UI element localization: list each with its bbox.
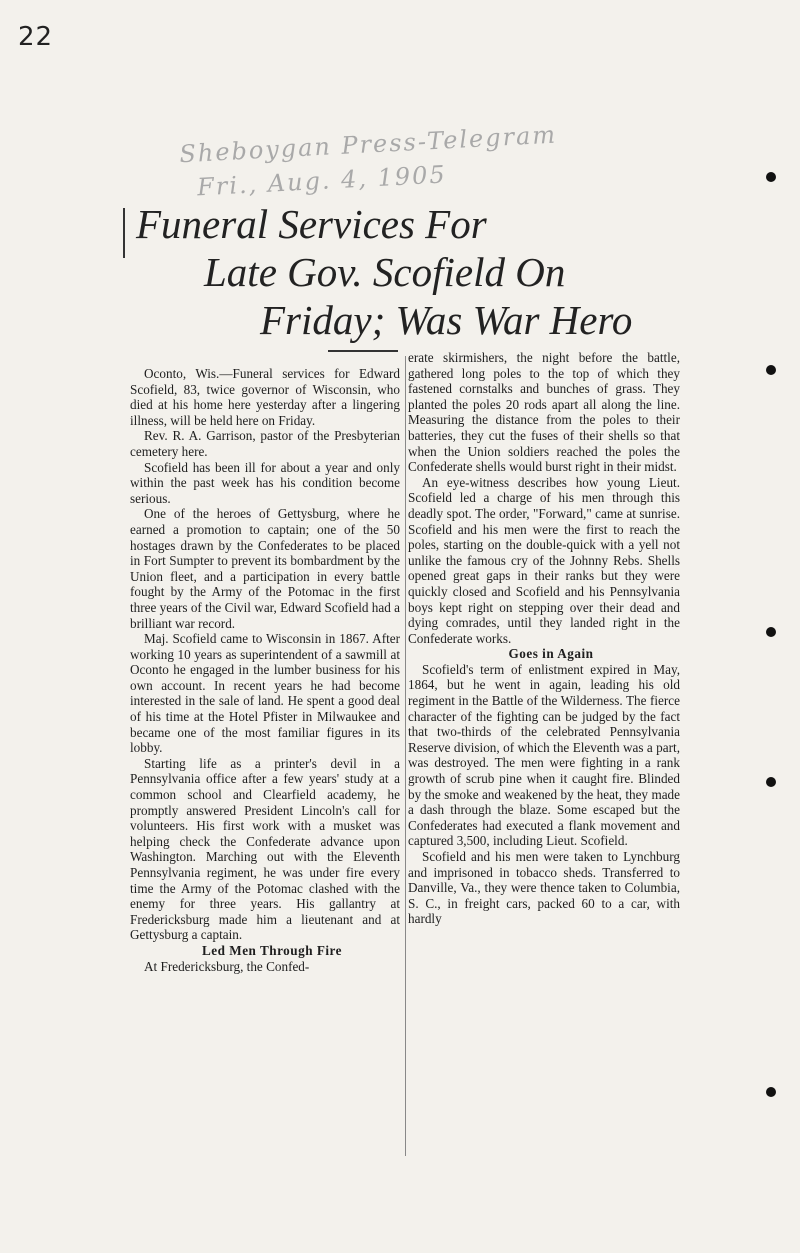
subheading: Led Men Through Fire xyxy=(201,942,343,958)
binder-hole xyxy=(766,777,776,787)
paragraph: Oconto, Wis.—Funeral services for Edward Scofield, 83, twice governor of Wisconsin, who died at his home here yesterday after a lingering illness, will be held here on Friday. xyxy=(130,366,400,428)
headline-line-1: Funeral Services For xyxy=(136,201,487,247)
paragraph: Scofield's term of enlistment expired in May, 1864, but he went in again, leading his old regiment in the Battle of the Wilderness. The fierce character of the fighting can be judged by the fact that two-thirds of the celebrated Pennsylvania Reserve division, of which the Eleventh was a part, was destroyed. The men were fighting in a rank growth of scrub pine when it caught fire. Blinded by the smoke and weakened by the heat, they made a dash through the blaze. Some escaped but the Confederates had executed a flank movement and captured 3,500, including Lieut. Scofield. xyxy=(408,661,680,849)
paragraph: Starting life as a printer's devil in a Pennsylvania office after a few years' study at a common school and Clearfield academy, he promptly answered President Lincoln's call for volunteers. His first work with a musket was helping check the Confederate advance upon Washington. Marching out with the Eleventh Pennsylvania regiment, he was under fire every time the Army of the Potomac clashed with the enemy for three years. His gallantry at Fredericksburg made him a lieutenant and at Gettysburg a captain. xyxy=(130,755,400,943)
paragraph: Maj. Scofield came to Wisconsin in 1867. After working 10 years as superintendent of a sawmill at Oconto he engaged in the lumber business for his own account. In recent years he had become interested in the sale of land. He spent a good deal of his time at the Hotel Pfister in Milwaukee and became one of the most familiar figures in its lobby. xyxy=(130,631,400,756)
headline xyxy=(120,200,680,344)
paragraph: An eye-witness describes how young Lieut. Scofield led a charge of his men through this deadly spot. The order, "Forward," came at sunrise. Scofield and his men were the first to reach the poles, starting on the double-quick with a yell not unlike the famous cry of the Johnny Rebs. Shells opened great gaps in their ranks but they were quickly closed and Scofield and his Pennsylvania boys kept right on stepping over their dead and dying comrades, until they landed right in the Confederate works. xyxy=(408,474,680,646)
article-column-right xyxy=(408,350,680,927)
paragraph: Scofield and his men were taken to Lynchburg and imprisoned in tobacco sheds. Transferred to Danville, Va., they were thence taken to Columbia, S. C., in freight cars, packed 60 to a car, with hardly xyxy=(408,849,680,927)
page-number: 22 xyxy=(18,22,54,52)
handwritten-source-note xyxy=(179,116,652,203)
handwritten-line-1: Sheboygan Press-Telegram xyxy=(178,120,558,169)
column-rule xyxy=(405,356,406,1156)
article-column-left xyxy=(130,366,400,974)
binder-hole xyxy=(766,627,776,637)
binder-hole xyxy=(766,1087,776,1097)
subheading: Goes in Again xyxy=(508,646,594,662)
paragraph: Rev. R. A. Garrison, pastor of the Presbyterian cemetery here. xyxy=(130,428,400,459)
headline-line-2: Late Gov. Scofield On xyxy=(204,249,566,295)
binder-hole xyxy=(766,172,776,182)
headline-rule xyxy=(328,350,398,352)
headline-line-3: Friday; Was War Hero xyxy=(260,297,633,343)
paragraph: One of the heroes of Gettysburg, where he earned a promotion to captain; one of the 50 hostages drawn by the Confederates to be placed in Fort Sumpter to prevent its bombardment by the Union fleet, and a participation in every battle fought by the Army of the Potomac in the first three years of the Civil war, Edward Scofield had a brilliant war record. xyxy=(130,506,400,631)
paragraph: At Fredericksburg, the Confed- xyxy=(144,958,310,974)
handwritten-line-2: Fri., Aug. 4, 1905 xyxy=(196,160,448,202)
binder-hole xyxy=(766,365,776,375)
paragraph: erate skirmishers, the night before the battle, gathered long poles to the top of which they fastened cornstalks and bunches of grass. They planted the poles 20 rods apart all along the line. Measuring the distance from the poles to their batteries, they cut the fuses of their shells so that when the Union soldiers reached the poles the Confederate shells would burst right in their midst. xyxy=(408,350,680,475)
paragraph: Scofield has been ill for about a year and only within the past week has his condition become serious. xyxy=(130,459,400,506)
